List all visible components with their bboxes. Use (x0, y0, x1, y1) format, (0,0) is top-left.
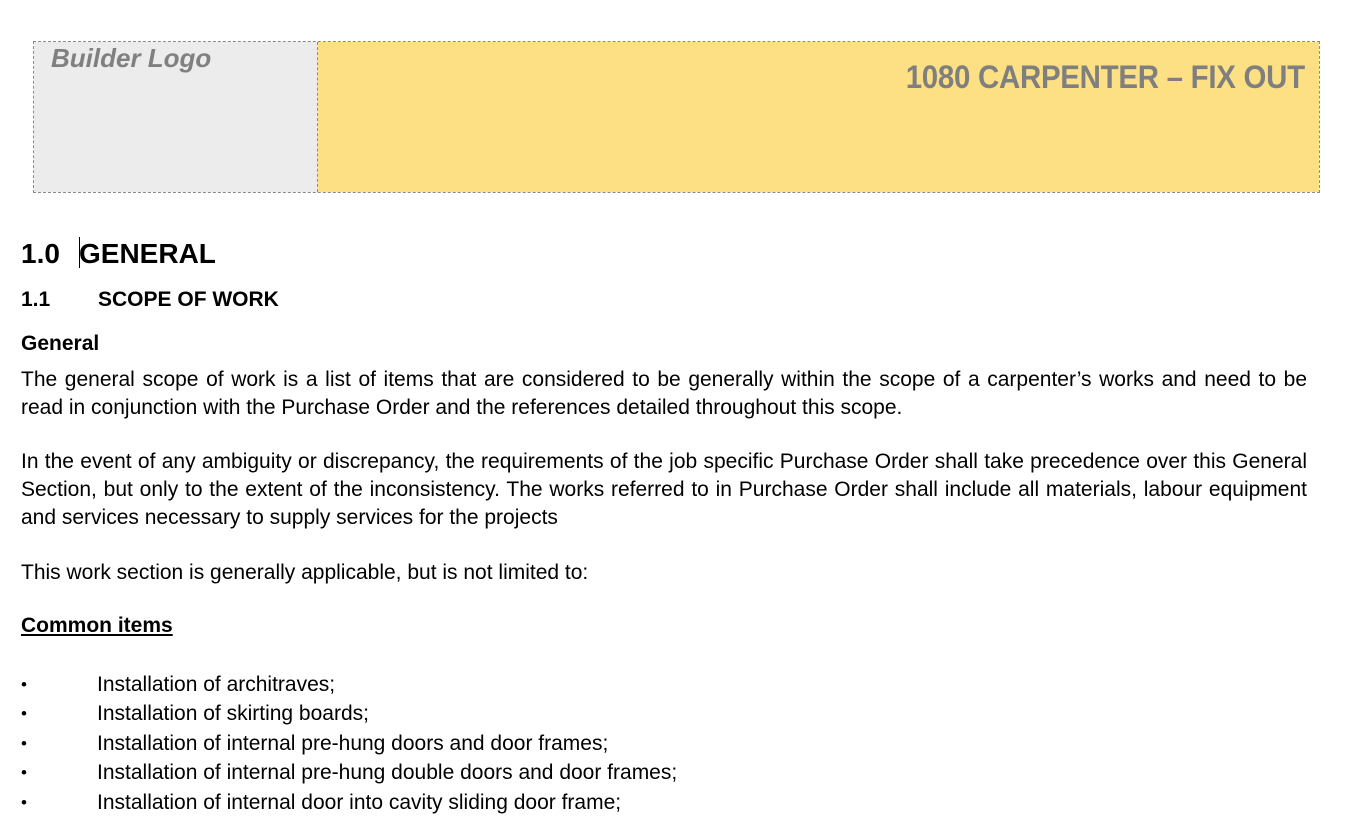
bullet-icon: • (21, 704, 27, 724)
bullet-icon: • (21, 763, 27, 783)
paragraph-precedence: In the event of any ambiguity or discrepancy, the requirements of the job specific Purchase Order shall take precedence over this General Section, but only to the extent of the inconsistency. The works referred to in Purchase Order shall include all materials, labour equipment and services necessary to supply services for the projects (21, 450, 1307, 529)
bullet-icon: • (21, 733, 27, 753)
list-item-text: Installation of internal pre-hung doors and door frames; (97, 731, 609, 755)
list-item (21, 670, 677, 699)
builder-logo-placeholder: Builder Logo (51, 43, 212, 73)
subsection-number: 1.1 (21, 288, 51, 311)
list-item-text: Installation of skirting boards; (97, 702, 369, 726)
list-item-text: Installation of internal door into cavity sliding door frame; (97, 790, 622, 814)
subsection-heading (21, 288, 279, 312)
list-item (21, 758, 677, 787)
header-table (33, 41, 1320, 193)
bullet-icon: • (21, 675, 27, 694)
common-items-heading: Common items (21, 614, 173, 637)
subsection-title: SCOPE OF WORK (98, 288, 279, 311)
list-item (21, 699, 677, 728)
general-heading: General (21, 332, 100, 355)
document-title: 1080 CARPENTER – FIX OUT (905, 59, 1305, 95)
list-item (21, 788, 677, 817)
section-title[interactable]: GENERAL (79, 238, 216, 269)
paragraph-scope: The general scope of work is a list of items that are considered to be generally within the scope of a carpenter’s works and need to be read in conjunction with the Purchase Order and the references detailed throughout this scope. (21, 368, 1307, 419)
common-items-list (21, 670, 677, 817)
list-item-text: Installation of internal pre-hung double doors and door frames; (97, 761, 678, 785)
section-heading (21, 237, 216, 270)
section-number: 1.0 (21, 238, 60, 269)
logo-cell (34, 42, 318, 192)
list-item-text: Installation of architraves; (97, 673, 336, 696)
list-item (21, 729, 677, 758)
bullet-icon: • (21, 792, 27, 812)
paragraph-applicability: This work section is generally applicable, but is not limited to: (21, 561, 589, 584)
title-cell (318, 42, 1319, 192)
